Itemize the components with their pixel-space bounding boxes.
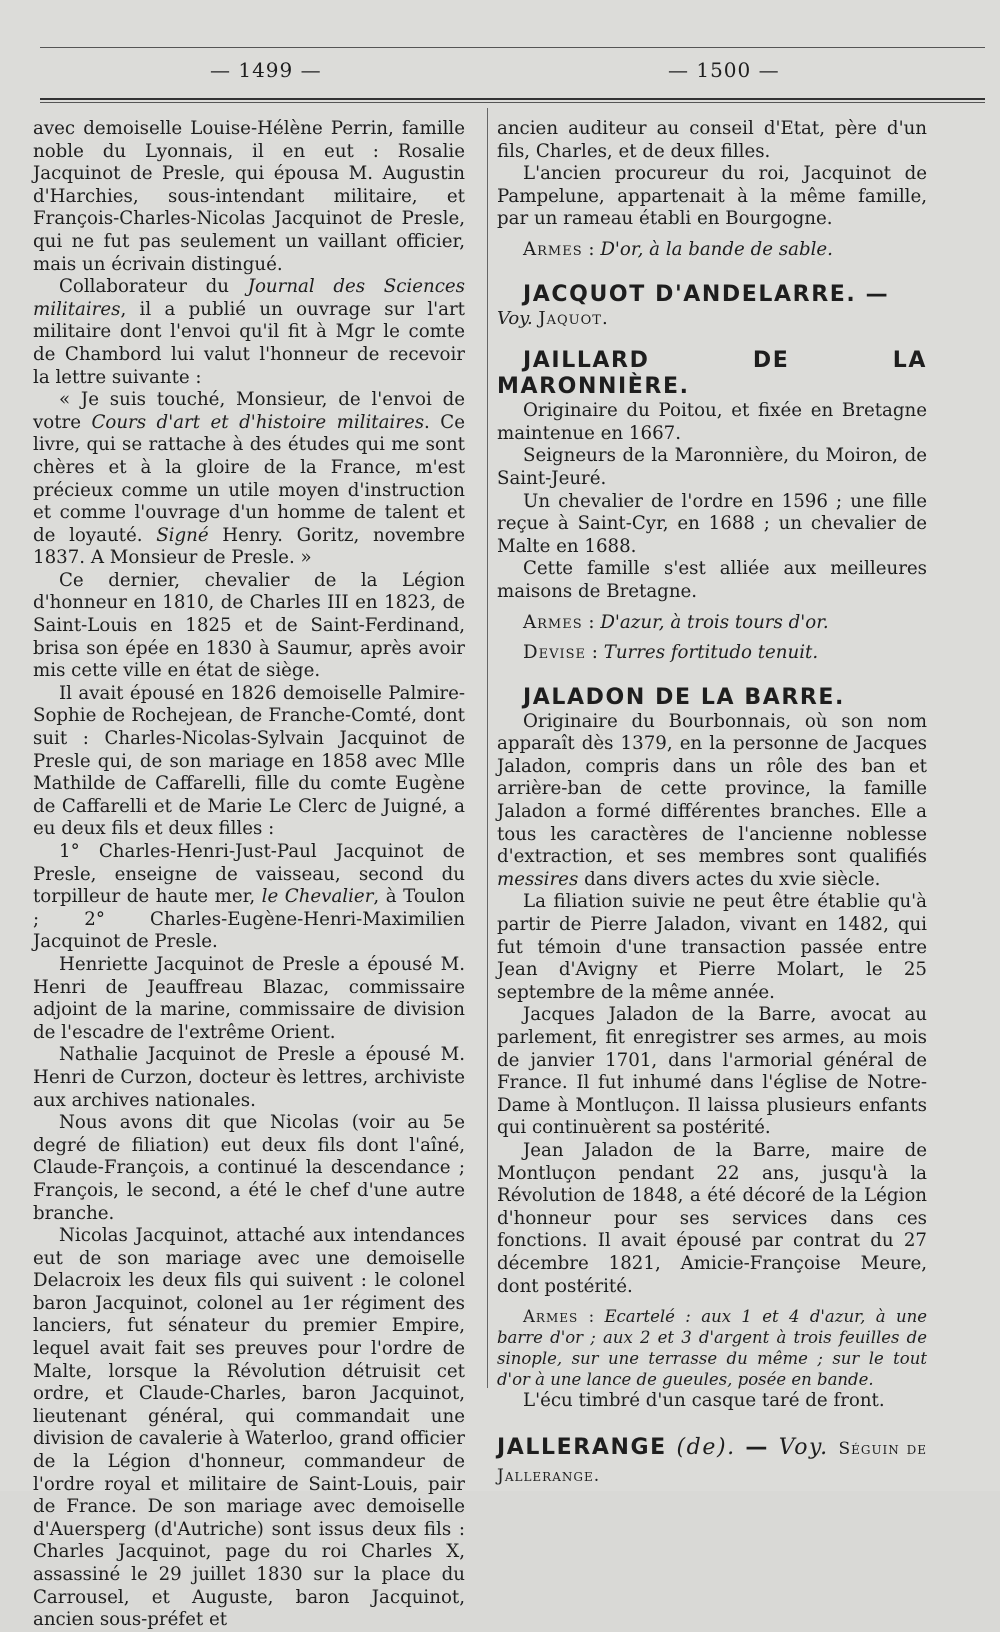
arms-line: Armes : D'or, à la bande de sable. (523, 238, 833, 260)
text-span: 1° Charles-Henri-Just-Paul Jacquinot de Presle, enseigne de vaisseau, second du torpilleur de haute mer, (33, 841, 465, 908)
ship-name: le Chevalier (261, 886, 374, 908)
arms-text: D'azur, à trois tours d'or. (600, 611, 829, 633)
top-rule (40, 47, 985, 48)
header-rule-thin (40, 102, 985, 103)
paragraph (33, 276, 465, 389)
entry-heading: JACQUOT D'ANDELARRE. — (523, 281, 890, 307)
heading-text: JALLERANGE (497, 1434, 667, 1460)
text-span: . Ce livre, qui se rattache à des études qui me sont chères et à la gloire de la France, m'est précieux comme un utile moyen d'instruction et comme l'ouvrage d'un homme de talent et de loyauté. (33, 411, 465, 546)
paragraph: avec demoiselle Louise-Hélène Perrin, famille noble du Lyonnais, il en eut : Rosalie Jacquinot de Presle, qui épousa M. Augustin d'Harchies, sous-intendant militaire, et François-Charles-Nicolas Jacquinot de Presle, qui ne fut pas seulement un vaillant officier, mais un écrivain distingué. (33, 118, 465, 275)
paragraph: Originaire du Poitou, et fixée en Bretagne maintenue en 1667. (497, 400, 927, 444)
signed-label: Signé (156, 524, 209, 546)
paragraph: Jean Jaladon de la Barre, maire de Montluçon pendant 22 ans, jusqu'à la Révolution de 1848, a été décoré de la Légion d'honneur pour ses services dans ces fonctions. Il avait épousé par contrat du 27 décembre 1821, Amicie-Françoise Meure, dont postérité. (497, 1139, 927, 1297)
devise-text: Turres fortitudo tenuit. (603, 642, 819, 664)
paragraph: L'écu timbré d'un casque taré de front. (523, 1390, 885, 1412)
text-span: « Je suis touché, Monsieur, de l'envoi de votre (33, 389, 465, 433)
heading-dash: — (745, 1434, 770, 1460)
paragraph (497, 711, 927, 892)
entry-heading (497, 1435, 927, 1489)
arms-label: Armes (523, 611, 583, 633)
page-number-left: — 1499 — (210, 58, 322, 82)
arms-line: Armes : D'azur, à trois tours d'or. (523, 611, 829, 633)
heading-particle: (de). (676, 1434, 736, 1460)
book-title: Cours d'art et d'histoire militaires (91, 411, 425, 433)
paragraph (33, 841, 465, 954)
paragraph: Seigneurs de la Maronnière, du Moiron, de Saint-Jeuré. (497, 445, 927, 489)
text-span: , à Toulon ; 2° Charles-Eugène-Henri-Maximilien Jacquinot de Presle. (33, 886, 465, 953)
paragraph: ancien auditeur au conseil d'Etat, père d'un fils, Charles, et de deux filles. (497, 118, 927, 162)
entry-heading: JAILLARD DE LA MARONNIÈRE. (497, 348, 927, 400)
text-span: dans divers actes du xvie siècle. (578, 868, 881, 890)
devise-label: Devise (523, 642, 586, 664)
paragraph: L'ancien procureur du roi, Jacquinot de Pampelune, appartenait à la même famille, par un rameau établi en Bourgogne. (497, 163, 927, 230)
text-span: Collaborateur du (59, 276, 248, 298)
paragraph: Nathalie Jacquinot de Presle a épousé M. Henri de Curzon, docteur ès lettres, archiviste aux archives nationales. (33, 1044, 465, 1111)
see-label: Voy. (497, 307, 533, 329)
quoted-letter (33, 389, 465, 570)
entry-heading: JALADON DE LA BARRE. (523, 684, 846, 710)
see-also (497, 308, 927, 331)
left-column (33, 118, 465, 1632)
arms-text: D'or, à la bande de sable. (600, 238, 833, 260)
right-column (497, 118, 927, 1489)
arms-line: Armes : Ecartelé : aux 1 et 4 d'azur, à une barre d'or ; aux 2 et 3 d'argent à trois feuilles de sinople, sur une terrasse du même ; sur le tout d'or à une lance de gueules, posée en bande. (497, 1307, 927, 1390)
see-target: Séguin de Jallerange. (497, 1438, 928, 1486)
paragraph: Ce dernier, chevalier de la Légion d'honneur en 1810, de Charles III en 1823, de Saint-Louis en 1825 et de Saint-Ferdinand, brisa son épée en 1830 à Saumur, après avoir mis cette ville en état de siège. (33, 569, 465, 682)
column-divider (487, 108, 488, 1388)
paragraph: La filiation suivie ne peut être établie qu'à partir de Pierre Jaladon, vivant en 1482, qui fut témoin d'une transaction passée entre Jean d'Avigny et Pierre Molart, le 25 septembre de la même année. (497, 891, 927, 1003)
see-target: Jaquot. (538, 307, 609, 329)
header-rule (40, 98, 985, 100)
journal-title: Journal des Sciences militaires (33, 276, 466, 320)
paragraph: Il avait épousé en 1826 demoiselle Palmire-Sophie de Rochejean, de Franche-Comté, dont suit : Charles-Nicolas-Sylvain Jacquinot de Presle qui, de son mariage en 1858 avec Mlle Mathilde de Caffarelli, fille du comte Eugène de Caffarelli et de Marie Le Clerc de Juigné, a eu deux fils et deux filles : (33, 682, 465, 840)
text-span: Originaire du Bourbonnais, où son nom apparaît dès 1379, en la personne de Jacques Jaladon, compris dans un rôle des ban et arrière-ban de cette province, la famille Jaladon a formé différentes branches. Elle a tous les caractères de l'ancienne noblesse d'extraction, et ses membres sont qualifiés (497, 710, 927, 868)
text-span: , il a publié un ouvrage sur l'art militaire dont l'envoi qu'il fit à Mgr le comte de Chambord lui valut l'honneur de recevoir la lettre suivante : (33, 298, 465, 388)
page-number-right: — 1500 — (668, 58, 780, 82)
paragraph: Un chevalier de l'ordre en 1596 ; une fille reçue à Saint-Cyr, en 1688 ; un chevalier de Malte en 1688. (497, 490, 927, 557)
arms-text: Ecartelé : aux 1 et 4 d'azur, à une barre d'or ; aux 2 et 3 d'argent à trois feuilles de sinople, sur une terrasse du même ; sur le tout d'or à une lance de gueules, posée en bande. (497, 1307, 927, 1390)
arms-label: Armes (523, 238, 583, 260)
text-span: messires (497, 868, 579, 890)
devise-line: Devise : Turres fortitudo tenuit. (523, 642, 819, 664)
paragraph: Nicolas Jacquinot, attaché aux intendances eut de son mariage avec une demoiselle Delacroix les deux fils qui suivent : le colonel baron Jacquinot, colonel au 1er régiment des lanciers, fut sénateur du premier Empire, lequel avait fait ses preuves pour l'ordre de Malte, lorsque la Révolution détruisit cet ordre, et Claude-Charles, baron Jacquinot, lieutenant général, qui commandait une division de cavalerie à Waterloo, grand officier de la Légion d'honneur, commandeur de l'ordre royal et militaire de Saint-Louis, pair de France. De son mariage avec demoiselle d'Auersperg (d'Autriche) sont issus deux fils : Charles Jacquinot, page du roi Charles X, assassiné le 29 juillet 1830 sur la place du Carrousel, et Auguste, baron Jacquinot, ancien sous-préfet et (33, 1225, 465, 1631)
arms-label: Armes (523, 1307, 579, 1327)
see-label: Voy. (778, 1434, 829, 1460)
text-span: Henry. Goritz, novembre 1837. A Monsieur de Presle. » (33, 524, 465, 569)
paragraph: Jacques Jaladon de la Barre, avocat au parlement, fit enregistrer ses armes, au mois de janvier 1701, dans l'armorial général de France. Il fut inhumé dans l'église de Notre-Dame à Montluçon. Il laissa plusieurs enfants qui continuèrent sa postérité. (497, 1004, 927, 1139)
paragraph: Cette famille s'est alliée aux meilleures maisons de Bretagne. (497, 558, 927, 602)
paragraph: Henriette Jacquinot de Presle a épousé M. Henri de Jeauffreau Blazac, commissaire adjoint de la marine, commissaire de division de l'escadre de l'extrême Orient. (33, 953, 465, 1043)
paragraph: Nous avons dit que Nicolas (voir au 5e degré de filiation) eut deux fils dont l'aîné, Claude-François, a continué la descendance ; François, le second, a été le chef d'une autre branche. (33, 1112, 465, 1224)
